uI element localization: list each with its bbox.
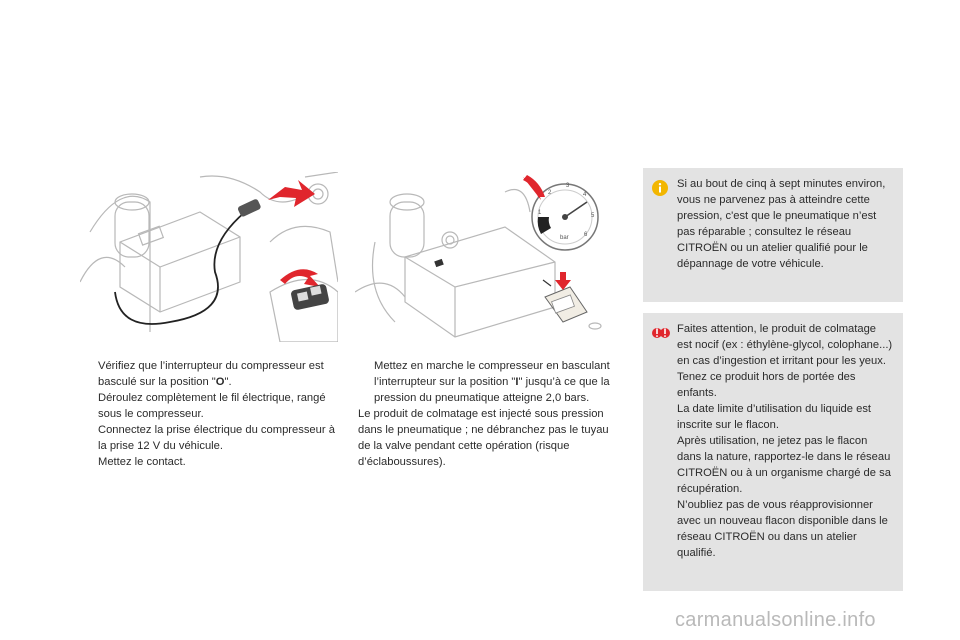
compressor-gauge-illustration [355,172,613,342]
left-instructions [82,358,344,470]
info-icon [652,180,668,196]
gauge-unit-label: bar [560,235,569,241]
compressor-connection-illustration [80,172,338,342]
info-text: Si au bout de cinq à sept minutes environ, vous ne parvenez pas à atteindre cette pression, c'est que le pneumatique n’est pas réparable ; consultez le réseau CITROËN ou un atelier qualifié pour le dépannage de votre véhicule. [677,178,886,270]
warning-restock: N’oubliez pas de vous réapprovisionner avec un nouveau flacon disponible dans le réseau CITROËN ou dans un atelier qualifié. [677,499,888,559]
instruction-text: " jusqu’à ce que la pression du pneumatique atteigne 2,0 bars. [374,376,610,404]
gauge-tick-label: 6 [584,232,588,238]
instruction-text: Connectez la prise électrique du compresseur à la prise 12 V du véhicule. [98,424,335,452]
warning-disposal: Après utilisation, ne jetez pas le flacon dans la nature, rapportez-le dans le réseau CITROËN ou à un organisme chargé de sa récupération. [677,435,891,495]
gauge-tick-label: 4 [583,192,587,198]
instruction-switch-position [82,358,344,390]
instruction-text: Mettez en marche le compresseur en basculant l’interrupteur sur la position " [374,360,610,388]
gauge-tick-label: 1 [538,210,542,216]
instruction-unroll-cable [82,390,344,422]
gauge-tick-label: 3 [566,183,570,189]
switch-position-i: I [515,376,519,388]
warning-toxicity: Faites attention, le produit de colmatage est nocif (ex : éthylène-glycol, colophane...) en cas d’ingestion et irritant pour les yeux. [677,323,893,367]
warning-box [643,313,903,591]
instruction-text: ". [224,376,232,388]
watermark: carmanualsonline.info [675,609,876,631]
instruction-text: Mettez le contact. [98,456,186,468]
warning-icon [652,325,670,341]
instruction-ignition-on [82,454,344,470]
gauge-tick-label: 2 [548,190,552,196]
switch-position-o: O [215,376,225,388]
warning-expiry-date: La date limite d’utilisation du liquide est inscrite sur le flacon. [677,403,872,431]
sealant-injection-note: Le produit de colmatage est injecté sous pression dans le pneumatique ; ne débranchez pas le tuyau de la valve pendant cette opération (risque d’éclaboussures). [358,408,609,468]
middle-instructions [358,358,620,470]
instruction-connect-plug [82,422,344,454]
info-box [643,168,903,302]
instruction-text: Vérifiez que l’interrupteur du compresseur est basculé sur la position " [98,360,324,388]
instruction-text: Déroulez complètement le fil électrique, rangé sous le compresseur. [98,392,326,420]
instruction-start-compressor [358,358,620,406]
gauge-tick-label: 5 [591,213,595,219]
warning-children: Tenez ce produit hors de portée des enfants. [677,371,856,399]
